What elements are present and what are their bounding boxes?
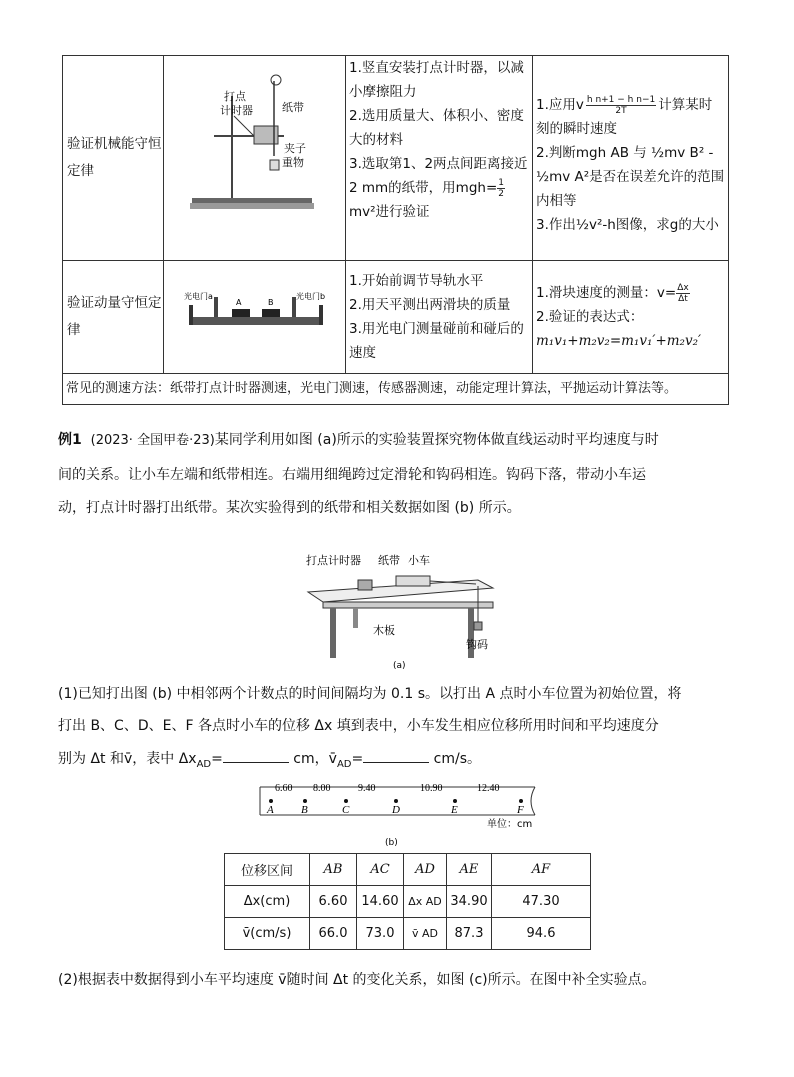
table-row-v: v̄(cm/s) 66.0 73.0 v̄ AD 87.3 94.6 — [225, 918, 591, 950]
header-cell: AC — [357, 854, 404, 886]
header-cell: 位移区间 — [225, 854, 310, 886]
row1-name: 验证机械能守恒定律 — [63, 56, 164, 261]
gap-de: 10.90 — [420, 783, 443, 794]
label-cart: 小车 — [408, 554, 430, 567]
answer-blank-v[interactable] — [363, 748, 429, 763]
air-track-figure — [164, 261, 345, 369]
question1-line3: 别为 Δt 和v̄，表中 $\Delta x_{AD}=$ cm，$v̄_{AD}= cm/s$。 — [58, 748, 481, 775]
gap-ef: 12.40 — [477, 783, 500, 794]
label-board: 木板 — [373, 624, 395, 637]
point-c: C — [342, 804, 350, 816]
gap-cd: 9.40 — [358, 783, 376, 794]
point-d: D — [392, 804, 400, 816]
label-weight: 钩码 — [466, 638, 488, 651]
gap-bc: 8.00 — [313, 783, 331, 794]
gap-ab: 6.60 — [275, 783, 293, 794]
label-slider-b: B — [268, 298, 274, 307]
header-cell: AB — [310, 854, 357, 886]
free-fall-apparatus-figure — [164, 56, 345, 256]
label-jiazi: 夹子 — [284, 142, 306, 155]
header-cell: AE — [447, 854, 492, 886]
label-zhongwu: 重物 — [282, 156, 304, 169]
point-b: B — [301, 804, 308, 816]
figure-a-apparatus — [298, 550, 498, 670]
data-table — [224, 853, 591, 950]
row2-methods: 1.滑块速度的测量：v= $\frac{\Delta x}{\Delta t}$ 2.验证的表达式： m₁v₁+m₂v₂=m₁v₁′+m₂v₂′ — [533, 261, 729, 374]
figure-b-tape — [255, 775, 540, 850]
header-cell: AF — [492, 854, 591, 886]
table-row-dx: Δx(cm) 6.60 14.60 Δx AD 34.90 47.30 — [225, 886, 591, 918]
label-gate-a: 光电门a — [184, 292, 213, 301]
example-line3: 动，打点计时器打出纸带。某次实验得到的纸带和相关数据如图 (b) 所示。 — [58, 500, 521, 516]
label-timer: 打点计时器 — [306, 554, 361, 567]
row1-methods: 1.应用v $\frac{\text{h n+1 − h n−1}}{2T}$ 计算某时刻的瞬时速度 2.判断mgh AB 与 ½mv B² - ½mv A²是否在误差允许的范围内相等 3.作出½v²-h图像，求g的大小 — [533, 56, 729, 261]
row1-notes: 1.竖直安装打点计时器，以减小摩擦阻力 2.选用质量大、体积小、密度大的材料 3.选取第1、2两点间距离接近2 mm的纸带，用mgh= $\frac{1}{2}$ mv²进行验证 — [346, 56, 533, 261]
caption-a: (a) — [393, 661, 406, 670]
question2: (2)根据表中数据得到小车平均速度 v̄随时间 Δt 的变化关系，如图 (c)所示。在图中补全实验点。 — [58, 972, 656, 988]
answer-blank-dx[interactable] — [223, 748, 289, 763]
point-a: A — [267, 804, 274, 816]
label-gate-b: 光电门b — [296, 292, 326, 301]
summary-footer: 常见的测速方法：纸带打点计时器测速，光电门测速，传感器测速，动能定理计算法，平抛运动计算法等。 — [63, 374, 729, 405]
point-e: E — [451, 804, 458, 816]
label-dian: 打点 — [224, 90, 246, 103]
label-jishiqi: 计时器 — [220, 104, 253, 117]
example-line2: 间的关系。让小车左端和纸带相连。右端用细绳跨过定滑轮和钩码相连。钩码下落，带动小车运 — [58, 467, 646, 483]
row1-figure — [164, 56, 346, 261]
summary-table — [62, 55, 729, 405]
row2-notes: 1.开始前调节导轨水平 2.用天平测出两滑块的质量 3.用光电门测量碰前和碰后的速度 — [346, 261, 533, 374]
caption-b: (b) — [385, 838, 398, 848]
example-line1: 例1 (2023· 全国甲卷·23)某同学利用如图 (a)所示的实验装置探究物体做直线运动时平均速度与时 — [58, 432, 659, 448]
label-zhidai: 纸带 — [282, 101, 304, 114]
question1-line2: 打出 B、C、D、E、F 各点时小车的位移 Δx 填到表中，小车发生相应位移所用时间和平均速度分 — [58, 718, 659, 734]
point-f: F — [517, 804, 524, 816]
header-cell: AD — [404, 854, 447, 886]
label-slider-a: A — [236, 298, 242, 307]
row2-name: 验证动量守恒定律 — [63, 261, 164, 374]
unit-label: 单位：cm — [487, 819, 533, 830]
row2-figure — [164, 261, 346, 374]
question1-line1: (1)已知打出图 (b) 中相邻两个计数点的时间间隔均为 0.1 s。以打出 A 点时小车位置为初始位置，将 — [58, 686, 682, 702]
label-tape: 纸带 — [378, 554, 400, 567]
